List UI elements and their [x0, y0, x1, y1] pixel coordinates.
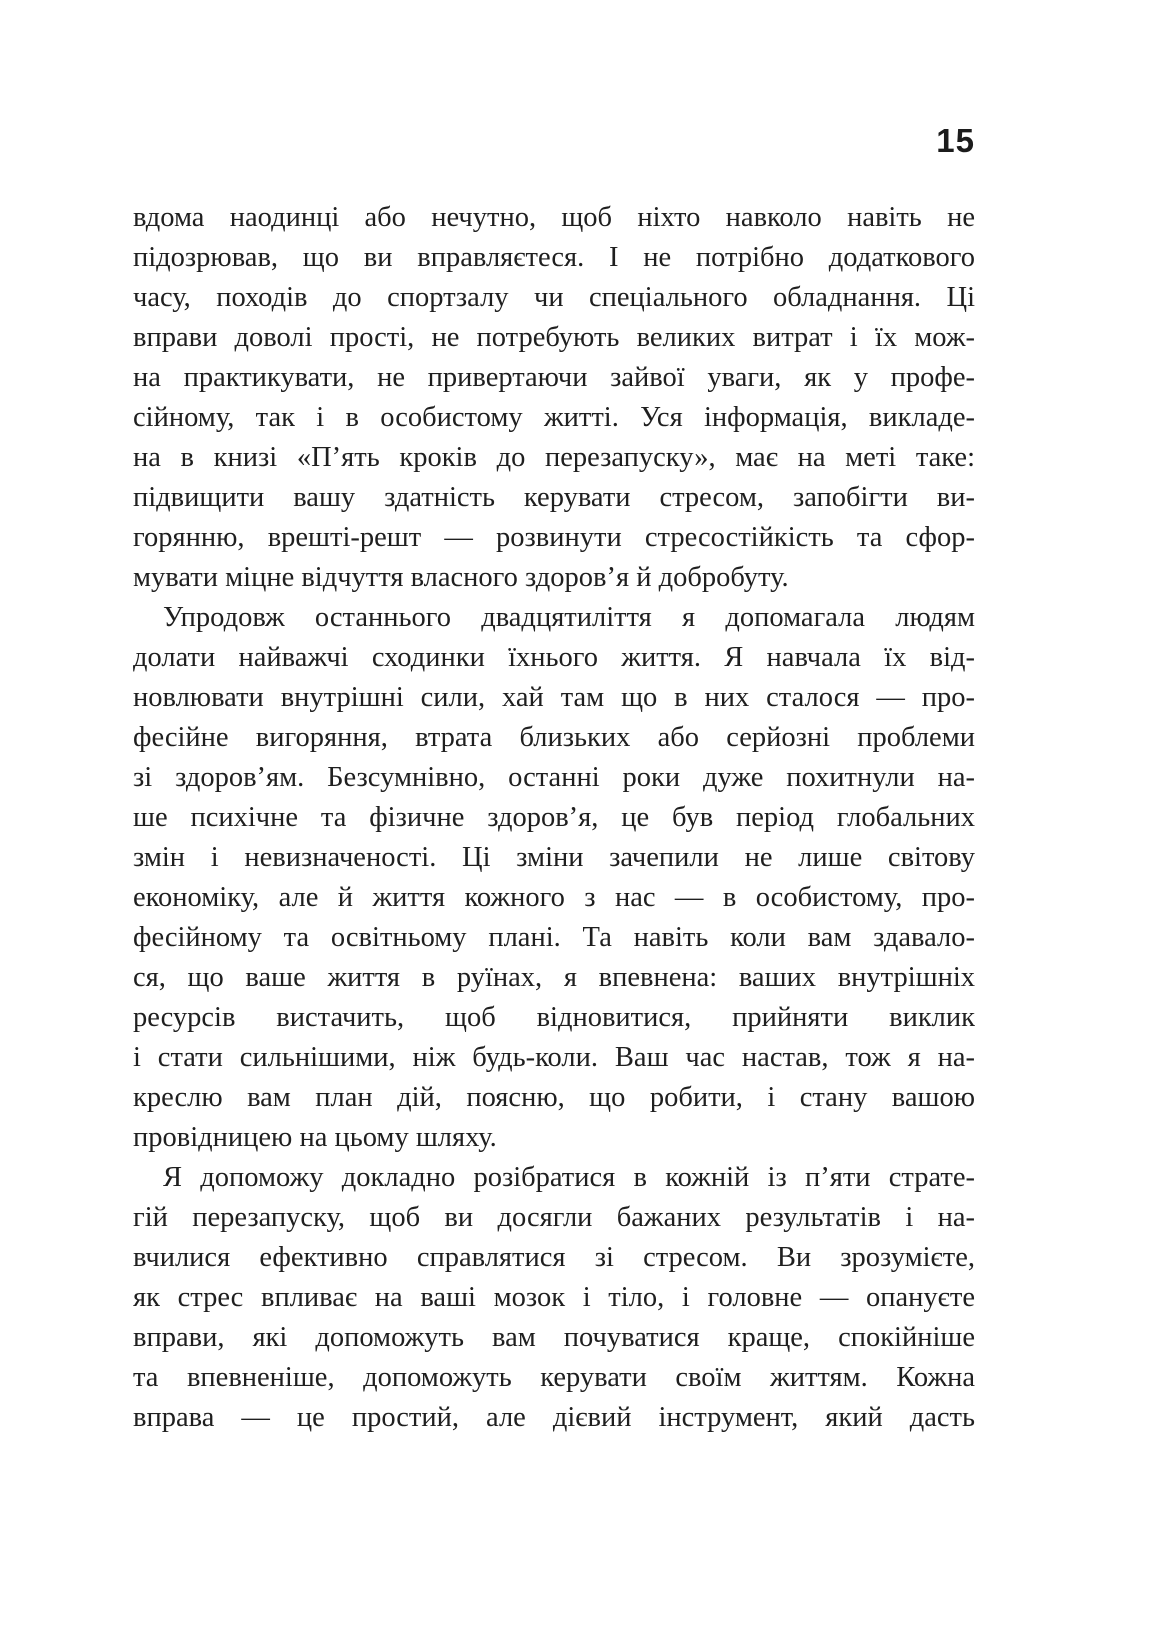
- text-line: зі здоров’ям. Безсумнівно, останні роки дуже похитнули на-: [133, 762, 975, 793]
- text-line: сійному, так і в особистому житті. Уся інформація, викладе-: [133, 402, 975, 433]
- text-line: на в книзі «П’ять кроків до перезапуску», має на меті таке:: [133, 442, 975, 473]
- text-line: гій перезапуску, щоб ви досягли бажаних результатів і на-: [133, 1202, 975, 1233]
- text-line: Я допоможу докладно розібратися в кожній із п’яти страте-: [163, 1162, 975, 1193]
- text-line: ше психічне та фізичне здоров’я, це був період глобальних: [133, 802, 975, 833]
- page-text: [133, 198, 975, 1438]
- text-line: змін і невизначеності. Ці зміни зачепили не лише світову: [133, 842, 975, 873]
- text-line: провідницею на цьому шляху.: [133, 1122, 497, 1153]
- text-line: фесійне вигоряння, втрата близьких або серйозні проблеми: [133, 722, 975, 753]
- page-number: 15: [936, 122, 975, 159]
- text-line: новлювати внутрішні сили, хай там що в них сталося — про-: [133, 682, 975, 713]
- text-line: підвищити вашу здатність керувати стресом, запобігти ви-: [133, 482, 975, 513]
- text-line: креслю вам план дій, поясню, що робити, і стану вашою: [133, 1082, 975, 1113]
- text-line: економіку, але й життя кожного з нас — в особистому, про-: [133, 882, 975, 913]
- text-line: як стрес впливає на ваші мозок і тіло, і головне — опануєте: [133, 1282, 975, 1313]
- text-line: і стати сильнішими, ніж будь-коли. Ваш час настав, тож я на-: [133, 1042, 975, 1073]
- text-line: вправи, які допоможуть вам почуватися краще, спокійніше: [133, 1322, 975, 1353]
- text-line: фесійному та освітньому плані. Та навіть коли вам здавало-: [133, 922, 975, 953]
- text-line: підозрював, що ви вправляєтеся. І не потрібно додаткового: [133, 242, 975, 273]
- text-line: долати найважчі сходинки їхнього життя. Я навчала їх від-: [133, 642, 975, 673]
- text-line: ресурсів вистачить, щоб відновитися, прийняти виклик: [133, 1002, 975, 1033]
- text-line: горянню, врешті-решт — розвинути стресостійкість та сфор-: [133, 522, 975, 553]
- text-line: ся, що ваше життя в руїнах, я впевнена: ваших внутрішніх: [133, 962, 975, 993]
- text-line: вдома наодинці або нечутно, щоб ніхто навколо навіть не: [133, 202, 975, 233]
- text-line: та впевненіше, допоможуть керувати своїм життям. Кожна: [133, 1362, 975, 1393]
- text-line: мувати міцне відчуття власного здоров’я й добробуту.: [133, 562, 789, 593]
- text-line: часу, походів до спортзалу чи спеціального обладнання. Ці: [133, 282, 975, 313]
- text-line: вправи доволі прості, не потребують великих витрат і їх мож-: [133, 322, 975, 353]
- text-line: на практикувати, не привертаючи зайвої уваги, як у профе-: [133, 362, 975, 393]
- text-line: Упродовж останнього двадцятиліття я допомагала людям: [163, 602, 975, 633]
- text-line: вправа — це простий, але дієвий інструмент, який дасть: [133, 1402, 975, 1433]
- text-line: вчилися ефективно справлятися зі стресом. Ви зрозумієте,: [133, 1242, 975, 1273]
